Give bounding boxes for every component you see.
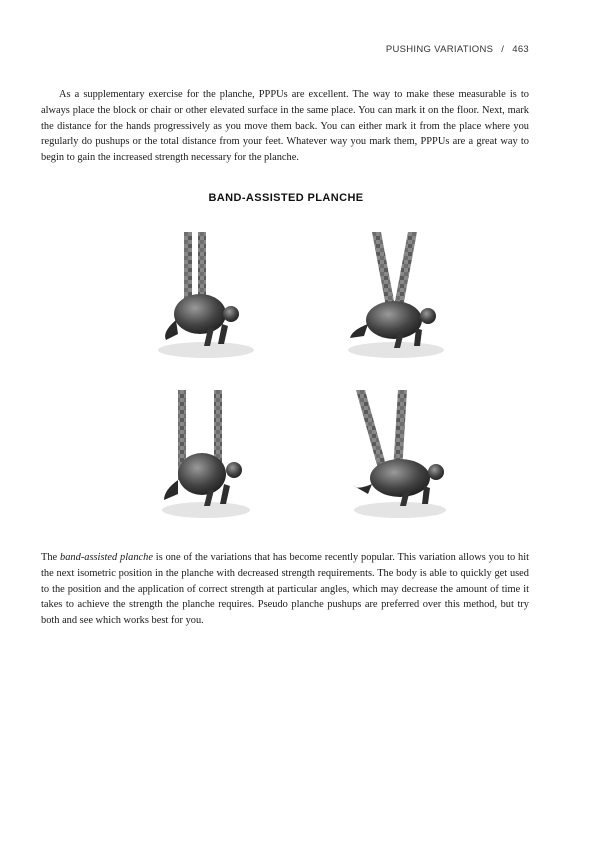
section-title: PUSHING VARIATIONS bbox=[385, 44, 494, 55]
planche-figure-illustration bbox=[340, 386, 460, 521]
header-separator: / bbox=[501, 44, 505, 55]
body-paragraph bbox=[41, 550, 529, 628]
planche-figure-illustration bbox=[336, 228, 456, 363]
exercise-photo-2 bbox=[336, 228, 456, 363]
exercise-photo-1 bbox=[148, 228, 268, 363]
running-head bbox=[386, 44, 529, 55]
exercise-photo-3 bbox=[148, 386, 268, 521]
exercise-photo-4 bbox=[340, 386, 460, 521]
term-band-assisted-planche: band-assisted planche bbox=[60, 552, 153, 564]
section-heading: BAND-ASSISTED PLANCHE bbox=[208, 192, 364, 204]
body-rest: is one of the variations that has become recently popular. This variation allows you to hit the next isometric position in the planche with decreased strength requirements. The body is able to quickly get used to the position and the application of correct strength at particular angles, which may decrease the amount of time it takes to achieve the strength the planche requires. Pseudo planche pushups are preferred over this method, but try both and see which works best for you. bbox=[41, 552, 529, 626]
body-lead: The bbox=[41, 552, 61, 564]
planche-figure-illustration bbox=[148, 228, 268, 363]
page-number: 463 bbox=[512, 44, 529, 55]
intro-paragraph: As a supplementary exercise for the planche, PPPUs are excellent. The way to make these measurable is to always place the block or chair or other elevated surface in the same place. You can mark it on the floor. Next, mark the distance for the hands progressively as you move them back. You can either mark it from the place where you regularly do pushups or the total distance from your feet. Whatever way you mark them, PPPUs are a great way to begin to gain the increased strength necessary for the planche. bbox=[41, 89, 529, 163]
planche-figure-illustration bbox=[148, 386, 268, 521]
